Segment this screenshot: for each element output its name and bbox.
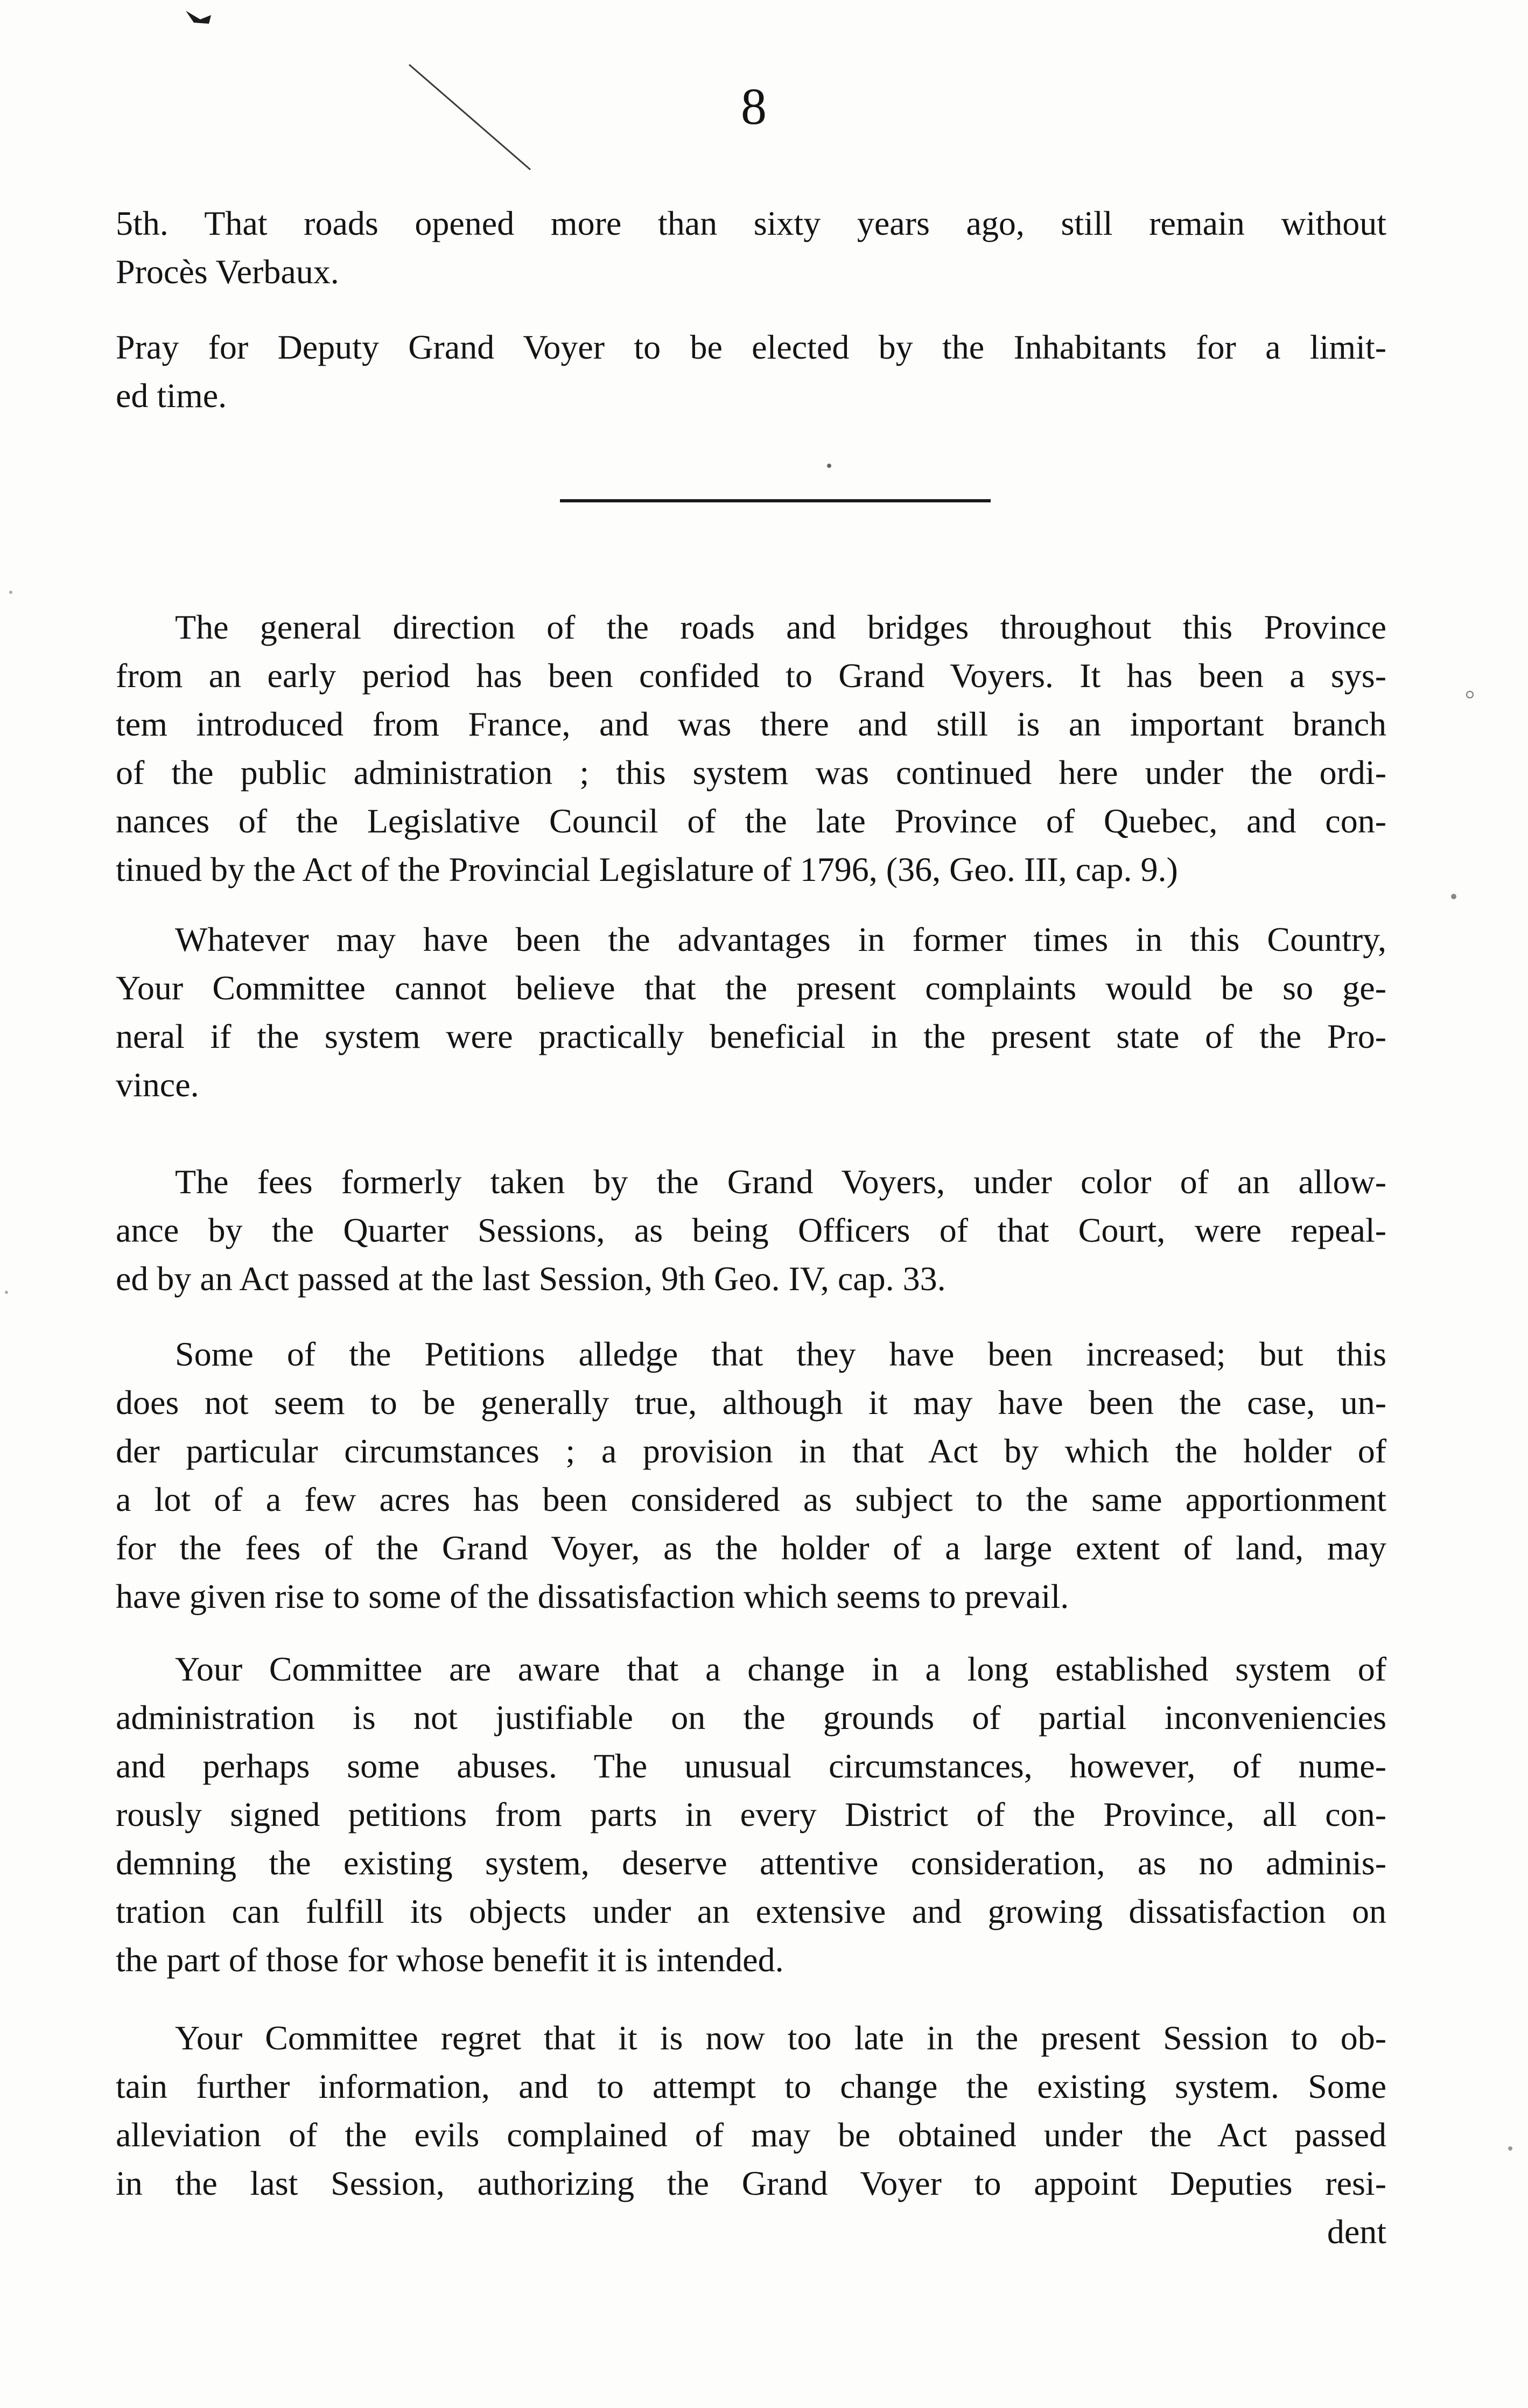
text-line: vince. bbox=[116, 1066, 199, 1104]
speck bbox=[5, 1291, 8, 1294]
text-line: Your Committee cannot believe that the present complaints would be so ge- bbox=[116, 969, 1386, 1007]
paragraph-advantages bbox=[116, 915, 1386, 1109]
text-line: tem introduced from France, and was there and still is an important branch bbox=[116, 705, 1386, 743]
ink-blot-mark bbox=[186, 11, 211, 24]
text-line: rously signed petitions from parts in every District of the Province, all con- bbox=[116, 1795, 1386, 1833]
text-line: for the fees of the Grand Voyer, as the holder of a large extent of land, may bbox=[116, 1529, 1386, 1567]
text-line: of the public administration ; this system was continued here under the ordi- bbox=[116, 753, 1386, 792]
paragraph-committee-regret bbox=[116, 2014, 1386, 2256]
text-line: in the last Session, authorizing the Grand Voyer to appoint Deputies resi- bbox=[116, 2164, 1386, 2202]
text-line: tration can fulfill its objects under an extensive and growing dissatisfaction on bbox=[116, 1892, 1386, 1930]
text-line: a lot of a few acres has been considered as subject to the same apportionment bbox=[116, 1480, 1386, 1518]
prayer-paragraph bbox=[116, 323, 1386, 420]
speck bbox=[827, 464, 831, 468]
text-line: 5th. That roads opened more than sixty years ago, still remain without bbox=[116, 204, 1386, 242]
text-line: The general direction of the roads and bridges throughout this Province bbox=[175, 608, 1386, 646]
text-line: nances of the Legislative Council of the late Province of Quebec, and con- bbox=[116, 802, 1386, 840]
speck bbox=[9, 591, 12, 594]
text-line: from an early period has been confided to Grand Voyers. It has been a sys- bbox=[116, 656, 1386, 695]
text-line: ed by an Act passed at the last Session, 9th Geo. IV, cap. 33. bbox=[116, 1259, 946, 1298]
paragraph-petitions bbox=[116, 1330, 1386, 1621]
text-line: the part of those for whose benefit it is intended. bbox=[116, 1941, 784, 1979]
text-line: alleviation of the evils complained of may be obtained under the Act passed bbox=[116, 2116, 1386, 2154]
text-line: ance by the Quarter Sessions, as being Officers of that Court, were repeal- bbox=[116, 1211, 1386, 1249]
paragraph-grand-voyers bbox=[116, 603, 1386, 894]
text-line: Procès Verbaux. bbox=[116, 253, 339, 291]
text-line: have given rise to some of the dissatisfaction which seems to prevail. bbox=[116, 1577, 1069, 1615]
speck bbox=[1467, 691, 1473, 698]
text-line: The fees formerly taken by the Grand Voyers, under color of an allow- bbox=[175, 1163, 1386, 1201]
text-line: Pray for Deputy Grand Voyer to be elected by the Inhabitants for a limit- bbox=[116, 328, 1386, 366]
speck bbox=[1451, 894, 1456, 899]
paragraph-fees bbox=[116, 1158, 1386, 1303]
text-line: Your Committee are aware that a change in a long established system of bbox=[175, 1650, 1386, 1688]
text-line: ed time. bbox=[116, 376, 227, 415]
section-divider bbox=[560, 499, 991, 502]
text-line: Some of the Petitions alledge that they have been increased; but this bbox=[175, 1335, 1386, 1373]
text-line: der particular circumstances ; a provision in that Act by which the holder of bbox=[116, 1432, 1386, 1470]
text-line: tinued by the Act of the Provincial Legislature of 1796, (36, Geo. III, cap. 9.) bbox=[116, 850, 1178, 888]
item-5th bbox=[116, 199, 1386, 296]
paragraph-committee-aware bbox=[116, 1645, 1386, 1984]
page-number: 8 bbox=[741, 78, 767, 135]
speck bbox=[1508, 2146, 1512, 2151]
pen-stroke-mark bbox=[409, 65, 530, 170]
text-line: neral if the system were practically beneficial in the present state of the Pro- bbox=[116, 1017, 1386, 1055]
text-line: tain further information, and to attempt to change the existing system. Some bbox=[116, 2067, 1386, 2105]
text-line: and perhaps some abuses. The unusual circumstances, however, of nume- bbox=[116, 1747, 1386, 1785]
catchword: dent bbox=[1327, 2213, 1386, 2251]
text-line: demning the existing system, deserve attentive consideration, as no adminis- bbox=[116, 1844, 1386, 1882]
text-line: administration is not justifiable on the grounds of partial inconveniencies bbox=[116, 1698, 1386, 1737]
text-line: Your Committee regret that it is now too late in the present Session to ob- bbox=[175, 2019, 1386, 2057]
text-line: does not seem to be generally true, although it may have been the case, un- bbox=[116, 1383, 1386, 1422]
text-line: Whatever may have been the advantages in former times in this Country, bbox=[175, 920, 1386, 958]
